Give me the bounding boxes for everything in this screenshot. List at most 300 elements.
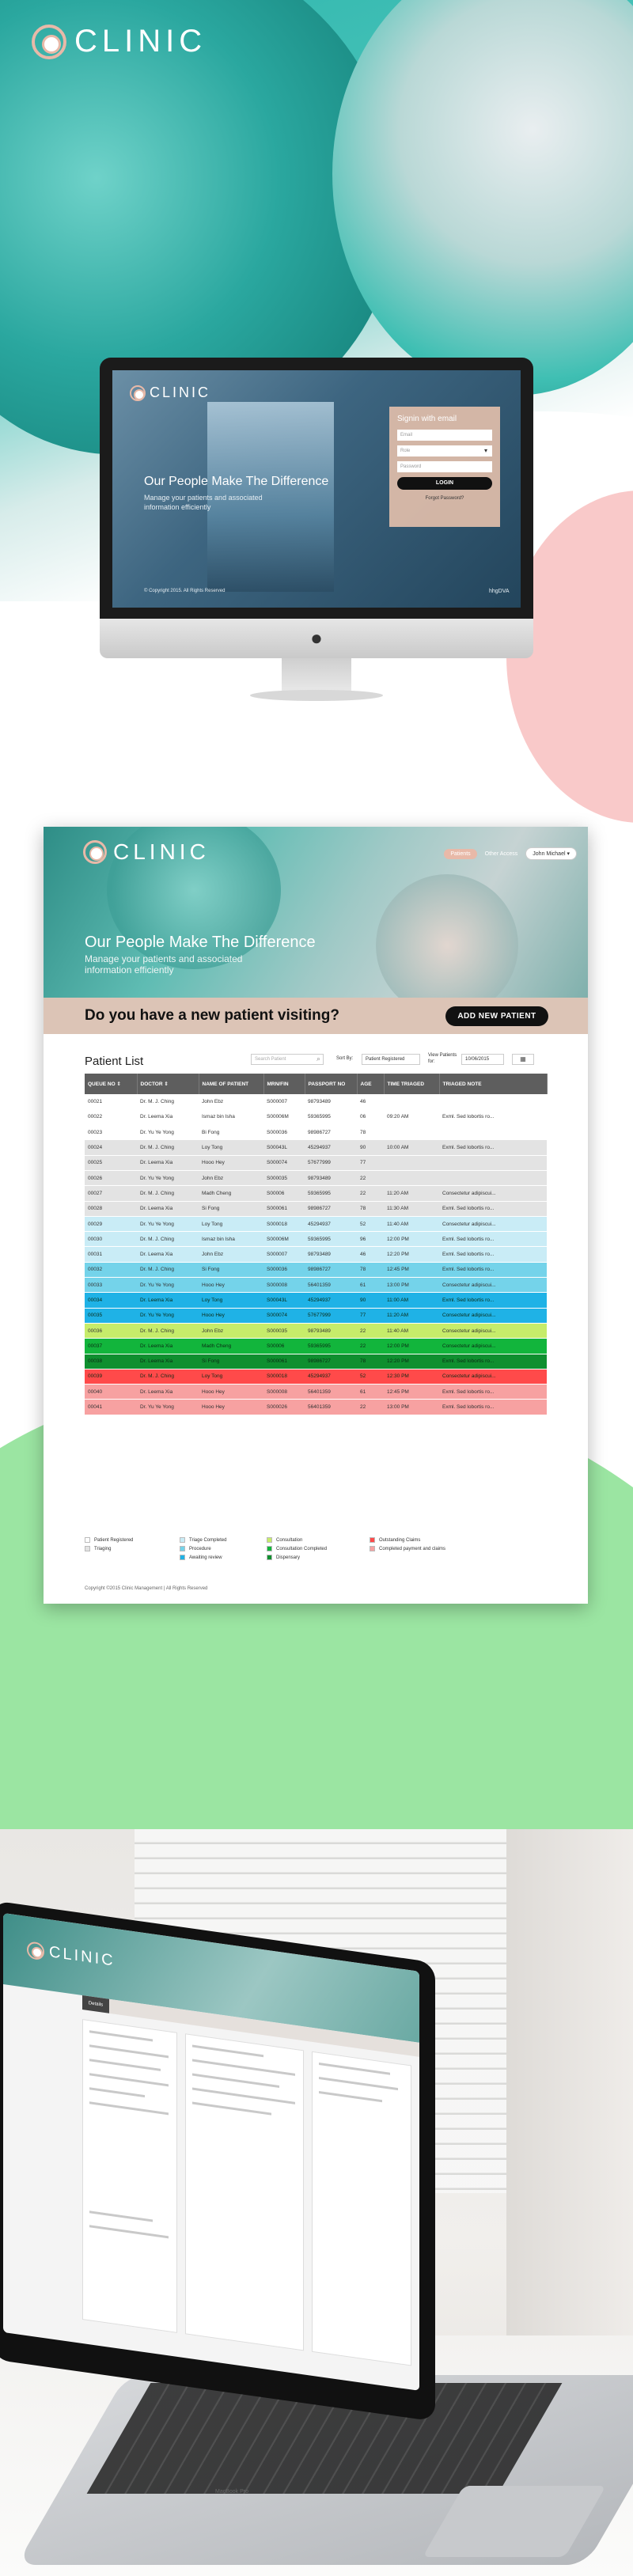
table-cell: 00035 — [85, 1308, 137, 1323]
legend-label: Triaging — [94, 1546, 112, 1551]
table-cell: S000007 — [263, 1094, 305, 1109]
table-cell: S00006 — [263, 1339, 305, 1354]
table-row[interactable] — [85, 1216, 547, 1231]
table-cell: 12:00 PM — [384, 1339, 439, 1354]
table-cell: 00023 — [85, 1125, 137, 1140]
table-cell: 61 — [357, 1278, 384, 1293]
banner-photo-surgeon-right — [376, 874, 518, 998]
table-cell: S000061 — [263, 1354, 305, 1369]
dashboard-logo — [83, 839, 210, 865]
legend-item — [180, 1555, 222, 1560]
table-cell: 00038 — [85, 1354, 137, 1369]
banner-subtitle: Manage your patients and associated information efficiently — [85, 953, 243, 975]
table-cell: S000035 — [263, 1170, 305, 1185]
green-decor-fill — [0, 1582, 633, 1829]
form-line — [192, 2074, 279, 2088]
legend-label: Awaiting review — [189, 1555, 222, 1560]
patient-list-title: Patient List — [85, 1055, 144, 1068]
table-cell: Dr. Leema Xia — [137, 1339, 199, 1354]
login-panel — [389, 407, 500, 527]
form-line — [319, 2063, 390, 2075]
laptop-screen — [3, 1913, 419, 2391]
table-row[interactable] — [85, 1278, 547, 1293]
table-cell: Si Fong — [199, 1354, 263, 1369]
table-cell: Dr. Leema Xia — [137, 1354, 199, 1369]
legend-label: Patient Registered — [94, 1537, 134, 1543]
new-patient-bar — [44, 998, 588, 1034]
table-cell: S00006M — [263, 1232, 305, 1247]
table-cell: Madh Cheng — [199, 1339, 263, 1354]
table-cell: Dr. M. J. Ching — [137, 1262, 199, 1277]
table-cell: Exml. Sed lobortis ro... — [439, 1400, 547, 1415]
dashboard-card — [44, 827, 588, 1604]
form-line — [192, 2088, 295, 2104]
form-line — [89, 2044, 169, 2058]
table-cell: 11:20 AM — [384, 1186, 439, 1201]
table-cell: 98793489 — [305, 1170, 357, 1185]
table-cell: 00037 — [85, 1339, 137, 1354]
calendar-icon[interactable]: ▦ — [512, 1054, 534, 1065]
card-footer: Copyright ©2015 Clinic Management | All Rights Reserved — [85, 1586, 208, 1591]
table-cell: 56401359 — [305, 1278, 357, 1293]
screen-brand-mark: hhgDVA — [489, 589, 510, 594]
screen-logo-text: CLINIC — [150, 385, 211, 400]
table-cell: 00022 — [85, 1109, 137, 1124]
dashboard-banner — [44, 827, 588, 998]
forgot-password-link[interactable]: Forgot Password? — [425, 496, 464, 501]
legend-item — [180, 1537, 226, 1543]
form-line — [319, 2091, 382, 2102]
table-cell: 00040 — [85, 1385, 137, 1400]
search-input[interactable]: Search Patient ⌕ — [251, 1054, 324, 1065]
legend-swatch — [180, 1555, 185, 1560]
table-cell: Exml. Sed lobortis ro... — [439, 1247, 547, 1262]
table-cell: 57677999 — [305, 1308, 357, 1323]
imac-login-screen — [112, 370, 521, 608]
table-cell: 00030 — [85, 1232, 137, 1247]
table-cell: Consectetur adipiscui... — [439, 1308, 547, 1323]
table-cell: Bi Fong — [199, 1125, 263, 1140]
table-cell: Hooo Hey — [199, 1308, 263, 1323]
user-menu[interactable] — [525, 847, 577, 860]
table-cell: Consectetur adipiscui... — [439, 1186, 547, 1201]
form-line — [89, 2073, 169, 2086]
banner-title: Our People Make The Difference — [85, 934, 316, 951]
table-row[interactable] — [85, 1170, 547, 1185]
table-row[interactable] — [85, 1308, 547, 1323]
table-cell — [384, 1155, 439, 1170]
table-cell: John Ebz — [199, 1323, 263, 1338]
sort-icon: ⇕ — [116, 1082, 121, 1087]
form-line — [89, 2059, 161, 2071]
table-cell: 00039 — [85, 1369, 137, 1384]
legend-item — [370, 1546, 445, 1551]
table-row[interactable] — [85, 1232, 547, 1247]
table-cell: Loy Tong — [199, 1216, 263, 1231]
table-cell: 98986727 — [305, 1125, 357, 1140]
legend-swatch — [267, 1555, 272, 1560]
legend-swatch — [267, 1537, 272, 1543]
new-patient-question: Do you have a new patient visiting? — [85, 1007, 339, 1024]
screen-copyright: © Copyright 2015. All Rights Reserved — [144, 589, 226, 593]
table-cell: John Ebz — [199, 1094, 263, 1109]
legend-label: Triage Completed — [189, 1537, 227, 1543]
patient-form-panel — [82, 2019, 177, 2333]
table-cell: 98793489 — [305, 1247, 357, 1262]
legend-swatch — [180, 1537, 185, 1543]
form-line — [192, 2045, 263, 2058]
role-select[interactable]: Role ▾ — [397, 445, 492, 456]
table-cell: 56401359 — [305, 1385, 357, 1400]
table-cell: 90 — [357, 1140, 384, 1155]
table-cell: 11:40 AM — [384, 1323, 439, 1338]
table-cell: 00027 — [85, 1186, 137, 1201]
laptop-lid — [0, 1900, 435, 2422]
table-cell: 12:20 PM — [384, 1354, 439, 1369]
table-cell: Consectetur adipiscui... — [439, 1278, 547, 1293]
legend-label: Consultation — [276, 1537, 303, 1543]
legend-item — [85, 1537, 133, 1543]
table-cell: 78 — [357, 1125, 384, 1140]
legend-swatch — [370, 1546, 375, 1551]
table-cell: Dr. Yu Ye Yong — [137, 1308, 199, 1323]
table-cell: S000035 — [263, 1323, 305, 1338]
table-cell: 52 — [357, 1369, 384, 1384]
table-cell: S00043L — [263, 1293, 305, 1308]
table-cell: Dr. Leema Xia — [137, 1293, 199, 1308]
table-cell: Dr. M. J. Ching — [137, 1323, 199, 1338]
form-line — [319, 2077, 398, 2090]
col-queue-no[interactable]: QUEUE NO ⇕ — [85, 1074, 137, 1094]
imac-foot — [250, 690, 383, 701]
table-cell: Hooo Hey — [199, 1400, 263, 1415]
legend-swatch — [85, 1537, 90, 1543]
col-passport[interactable]: PASSPORT NO — [305, 1074, 357, 1094]
table-cell: 96 — [357, 1232, 384, 1247]
table-cell: Loy Tong — [199, 1293, 263, 1308]
tab-details[interactable]: Details — [82, 1995, 109, 2013]
chevron-down-icon: ▾ — [567, 851, 570, 857]
table-cell: 06 — [357, 1109, 384, 1124]
table-cell: 98793489 — [305, 1323, 357, 1338]
table-cell: 12:20 PM — [384, 1247, 439, 1262]
legend-label: Outstanding Claims — [379, 1537, 421, 1543]
table-cell: 10:00 AM — [384, 1140, 439, 1155]
table-cell: S000018 — [263, 1216, 305, 1231]
legend-swatch — [180, 1546, 185, 1551]
table-cell: Ismaz bin Isha — [199, 1232, 263, 1247]
legend-item — [267, 1546, 327, 1551]
table-cell: Loy Tong — [199, 1140, 263, 1155]
table-cell: Dr. Leema Xia — [137, 1247, 199, 1262]
table-cell: Consectetur adipiscui... — [439, 1339, 547, 1354]
table-row[interactable] — [85, 1155, 547, 1170]
table-row[interactable] — [85, 1201, 547, 1216]
table-cell: 00029 — [85, 1216, 137, 1231]
table-row[interactable] — [85, 1369, 547, 1384]
laptop-section — [0, 1829, 633, 2576]
table-cell: 11:20 AM — [384, 1308, 439, 1323]
hero-logo — [32, 24, 207, 59]
table-cell: Exml. Sed lobortis ro... — [439, 1201, 547, 1216]
screen-subtitle: Manage your patients and associated information efficiently — [144, 494, 263, 511]
table-cell: Exml. Sed lobortis ro... — [439, 1232, 547, 1247]
table-cell: Dr. Yu Ye Yong — [137, 1216, 199, 1231]
table-row[interactable] — [85, 1323, 547, 1338]
table-cell: 00021 — [85, 1094, 137, 1109]
table-cell: 77 — [357, 1308, 384, 1323]
table-cell: 78 — [357, 1262, 384, 1277]
screen-headline: Our People Make The Difference — [144, 475, 329, 488]
table-cell: Loy Tong — [199, 1369, 263, 1384]
table-cell: Dr. Leema Xia — [137, 1201, 199, 1216]
screen-logo — [130, 385, 210, 401]
table-row[interactable] — [85, 1293, 547, 1308]
clinic-logo-icon — [32, 25, 66, 59]
table-cell — [384, 1094, 439, 1109]
table-cell — [384, 1170, 439, 1185]
table-cell: 12:00 PM — [384, 1232, 439, 1247]
col-mrn[interactable]: MRN/FIN — [263, 1074, 305, 1094]
table-cell: Dr. M. J. Ching — [137, 1232, 199, 1247]
table-cell: Dr. M. J. Ching — [137, 1186, 199, 1201]
password-field[interactable]: Password — [397, 461, 492, 472]
table-cell: 00025 — [85, 1155, 137, 1170]
table-cell: S000007 — [263, 1247, 305, 1262]
table-cell: 11:30 AM — [384, 1201, 439, 1216]
table-cell: S00043L — [263, 1140, 305, 1155]
table-cell: S000008 — [263, 1385, 305, 1400]
table-cell: 77 — [357, 1155, 384, 1170]
col-age[interactable]: AGE — [357, 1074, 384, 1094]
laptop-logo-text: CLINIC — [49, 1943, 116, 1970]
nav-patients[interactable]: Patients — [444, 849, 476, 859]
table-cell: 00026 — [85, 1170, 137, 1185]
table-cell: Exml. Sed lobortis ro... — [439, 1109, 547, 1124]
table-row[interactable] — [85, 1094, 547, 1109]
table-cell: 13:00 PM — [384, 1278, 439, 1293]
imac-stand — [282, 658, 351, 691]
table-cell: Si Fong — [199, 1262, 263, 1277]
table-cell: S00006M — [263, 1109, 305, 1124]
table-cell: 00036 — [85, 1323, 137, 1338]
table-cell: 45294937 — [305, 1140, 357, 1155]
table-cell: S000036 — [263, 1125, 305, 1140]
user-name: John Michael — [533, 851, 566, 857]
table-cell: 00034 — [85, 1293, 137, 1308]
table-cell: 00024 — [85, 1140, 137, 1155]
table-cell: 00028 — [85, 1201, 137, 1216]
table-cell: Exml. Sed lobortis ro... — [439, 1354, 547, 1369]
legend-item — [267, 1537, 302, 1543]
legend-label: Consultation Completed — [276, 1546, 328, 1551]
table-row[interactable] — [85, 1354, 547, 1369]
email-field[interactable]: Email — [397, 430, 492, 441]
table-cell: Exml. Sed lobortis ro... — [439, 1385, 547, 1400]
table-cell: 98793489 — [305, 1094, 357, 1109]
form-line — [89, 2087, 145, 2097]
table-cell: 22 — [357, 1170, 384, 1185]
table-cell: Exml. Sed lobortis ro... — [439, 1262, 547, 1277]
table-cell: Dr. Yu Ye Yong — [137, 1170, 199, 1185]
table-cell: 45294937 — [305, 1216, 357, 1231]
form-line — [192, 2059, 295, 2076]
imac-mockup — [100, 358, 533, 710]
table-row[interactable] — [85, 1140, 547, 1155]
table-cell: Madh Cheng — [199, 1186, 263, 1201]
table-cell: Hooo Hey — [199, 1385, 263, 1400]
table-cell: 46 — [357, 1094, 384, 1109]
sort-icon: ⇕ — [164, 1082, 169, 1087]
table-cell: Dr. M. J. Ching — [137, 1140, 199, 1155]
table-cell: 12:45 PM — [384, 1385, 439, 1400]
table-row[interactable] — [85, 1262, 547, 1277]
macbook-label: MacBook Pro — [215, 2489, 249, 2495]
form-line — [192, 2102, 271, 2116]
table-cell: Si Fong — [199, 1201, 263, 1216]
laptop-logo — [27, 1940, 116, 1971]
view-label: View Patients for: — [428, 1053, 457, 1064]
table-cell: S000074 — [263, 1308, 305, 1323]
table-cell: S000074 — [263, 1155, 305, 1170]
table-cell: S000026 — [263, 1400, 305, 1415]
table-cell: 56401359 — [305, 1400, 357, 1415]
table-cell: Consectetur adipiscui... — [439, 1323, 547, 1338]
table-cell: 45294937 — [305, 1293, 357, 1308]
top-nav — [444, 847, 577, 860]
table-cell: 22 — [357, 1323, 384, 1338]
clinic-logo-icon — [27, 1941, 44, 1960]
table-cell: S000036 — [263, 1262, 305, 1277]
legend-item — [267, 1555, 300, 1560]
table-cell: Exml. Sed lobortis ro... — [439, 1140, 547, 1155]
nav-other-access[interactable]: Other Access — [484, 850, 518, 857]
table-cell: Dr. Leema Xia — [137, 1155, 199, 1170]
table-cell: Dr. Yu Ye Yong — [137, 1400, 199, 1415]
triage-form-panel — [185, 2033, 304, 2351]
date-picker[interactable]: 10/06/2015 — [461, 1054, 504, 1065]
table-cell: 78 — [357, 1201, 384, 1216]
legend-label: Procedure — [189, 1546, 211, 1551]
table-cell — [439, 1094, 547, 1109]
table-cell: 13:00 PM — [384, 1400, 439, 1415]
table-cell: S000061 — [263, 1201, 305, 1216]
table-row[interactable] — [85, 1186, 547, 1201]
table-cell: 59365995 — [305, 1109, 357, 1124]
table-cell: 45294937 — [305, 1369, 357, 1384]
table-cell: Ismaz bin Isha — [199, 1109, 263, 1124]
imac-bezel — [100, 358, 533, 619]
list-controls — [251, 1051, 547, 1069]
legend-swatch — [370, 1537, 375, 1543]
table-row[interactable] — [85, 1125, 547, 1140]
status-legend — [85, 1537, 547, 1575]
col-triaged-note[interactable]: TRIAGED NOTE — [439, 1074, 547, 1094]
sort-label: Sort By: — [336, 1056, 354, 1061]
login-title: Signin with email — [397, 415, 457, 423]
legend-swatch — [267, 1546, 272, 1551]
table-cell: 46 — [357, 1247, 384, 1262]
table-cell — [439, 1170, 547, 1185]
table-cell: Dr. Yu Ye Yong — [137, 1278, 199, 1293]
hero-surgeon-photo-right — [332, 0, 633, 396]
table-cell: 00031 — [85, 1247, 137, 1262]
login-button[interactable]: LOGIN — [397, 477, 492, 490]
table-cell: 90 — [357, 1293, 384, 1308]
col-patient-name[interactable]: NAME OF PATIENT — [199, 1074, 263, 1094]
table-cell: 09:20 AM — [384, 1109, 439, 1124]
table-cell: 52 — [357, 1216, 384, 1231]
table-cell: 98986727 — [305, 1354, 357, 1369]
clinic-logo-icon — [83, 840, 107, 864]
table-cell: 22 — [357, 1186, 384, 1201]
table-cell: 59365995 — [305, 1339, 357, 1354]
table-cell: Consectetur adipiscui... — [439, 1369, 547, 1384]
form-line — [89, 2225, 169, 2238]
table-cell: 22 — [357, 1400, 384, 1415]
table-row[interactable] — [85, 1247, 547, 1262]
table-cell — [384, 1125, 439, 1140]
col-doctor[interactable]: DOCTOR ⇕ — [137, 1074, 199, 1094]
table-cell: Hooo Hey — [199, 1155, 263, 1170]
table-cell: S000018 — [263, 1369, 305, 1384]
table-cell: Dr. Leema Xia — [137, 1109, 199, 1124]
table-cell: 12:45 PM — [384, 1262, 439, 1277]
sort-select[interactable]: Patient Registered — [362, 1054, 420, 1065]
table-row[interactable] — [85, 1385, 547, 1400]
table-cell — [439, 1155, 547, 1170]
table-cell: 11:40 AM — [384, 1216, 439, 1231]
legend-label: Dispensary — [276, 1555, 301, 1560]
form-line — [89, 2210, 153, 2222]
table-row[interactable] — [85, 1109, 547, 1124]
add-new-patient-button[interactable]: ADD NEW PATIENT — [445, 1006, 548, 1026]
table-cell: 00041 — [85, 1400, 137, 1415]
table-cell: 11:00 AM — [384, 1293, 439, 1308]
table-cell: Exml. Sed lobortis ro... — [439, 1293, 547, 1308]
table-cell: Dr. Leema Xia — [137, 1385, 199, 1400]
table-cell: 57677999 — [305, 1155, 357, 1170]
table-cell: Hooo Hey — [199, 1278, 263, 1293]
notes-form-panel — [312, 2051, 411, 2366]
table-cell: 12:30 PM — [384, 1369, 439, 1384]
form-line — [89, 2101, 169, 2115]
legend-item — [85, 1546, 111, 1551]
col-time-triaged[interactable]: TIME TRIAGED — [384, 1074, 439, 1094]
legend-item — [370, 1537, 420, 1543]
table-row[interactable] — [85, 1400, 547, 1415]
table-cell — [439, 1125, 547, 1140]
form-line — [89, 2030, 153, 2041]
table-cell: 59365995 — [305, 1232, 357, 1247]
table-cell: John Ebz — [199, 1247, 263, 1262]
table-cell: 00033 — [85, 1278, 137, 1293]
dashboard-logo-text: CLINIC — [113, 839, 210, 864]
table-cell: 59365995 — [305, 1186, 357, 1201]
table-cell: 98986727 — [305, 1262, 357, 1277]
table-cell: Dr. M. J. Ching — [137, 1369, 199, 1384]
table-cell: 98986727 — [305, 1201, 357, 1216]
table-cell: Dr. M. J. Ching — [137, 1094, 199, 1109]
legend-item — [180, 1546, 211, 1551]
patient-table-body — [85, 1094, 547, 1415]
table-header-row — [85, 1074, 547, 1094]
table-cell: 00032 — [85, 1262, 137, 1277]
legend-label: Completed payment and claims — [379, 1546, 446, 1551]
hero-logo-text: CLINIC — [74, 24, 207, 59]
table-cell: Dr. Yu Ye Yong — [137, 1125, 199, 1140]
table-row[interactable] — [85, 1339, 547, 1354]
